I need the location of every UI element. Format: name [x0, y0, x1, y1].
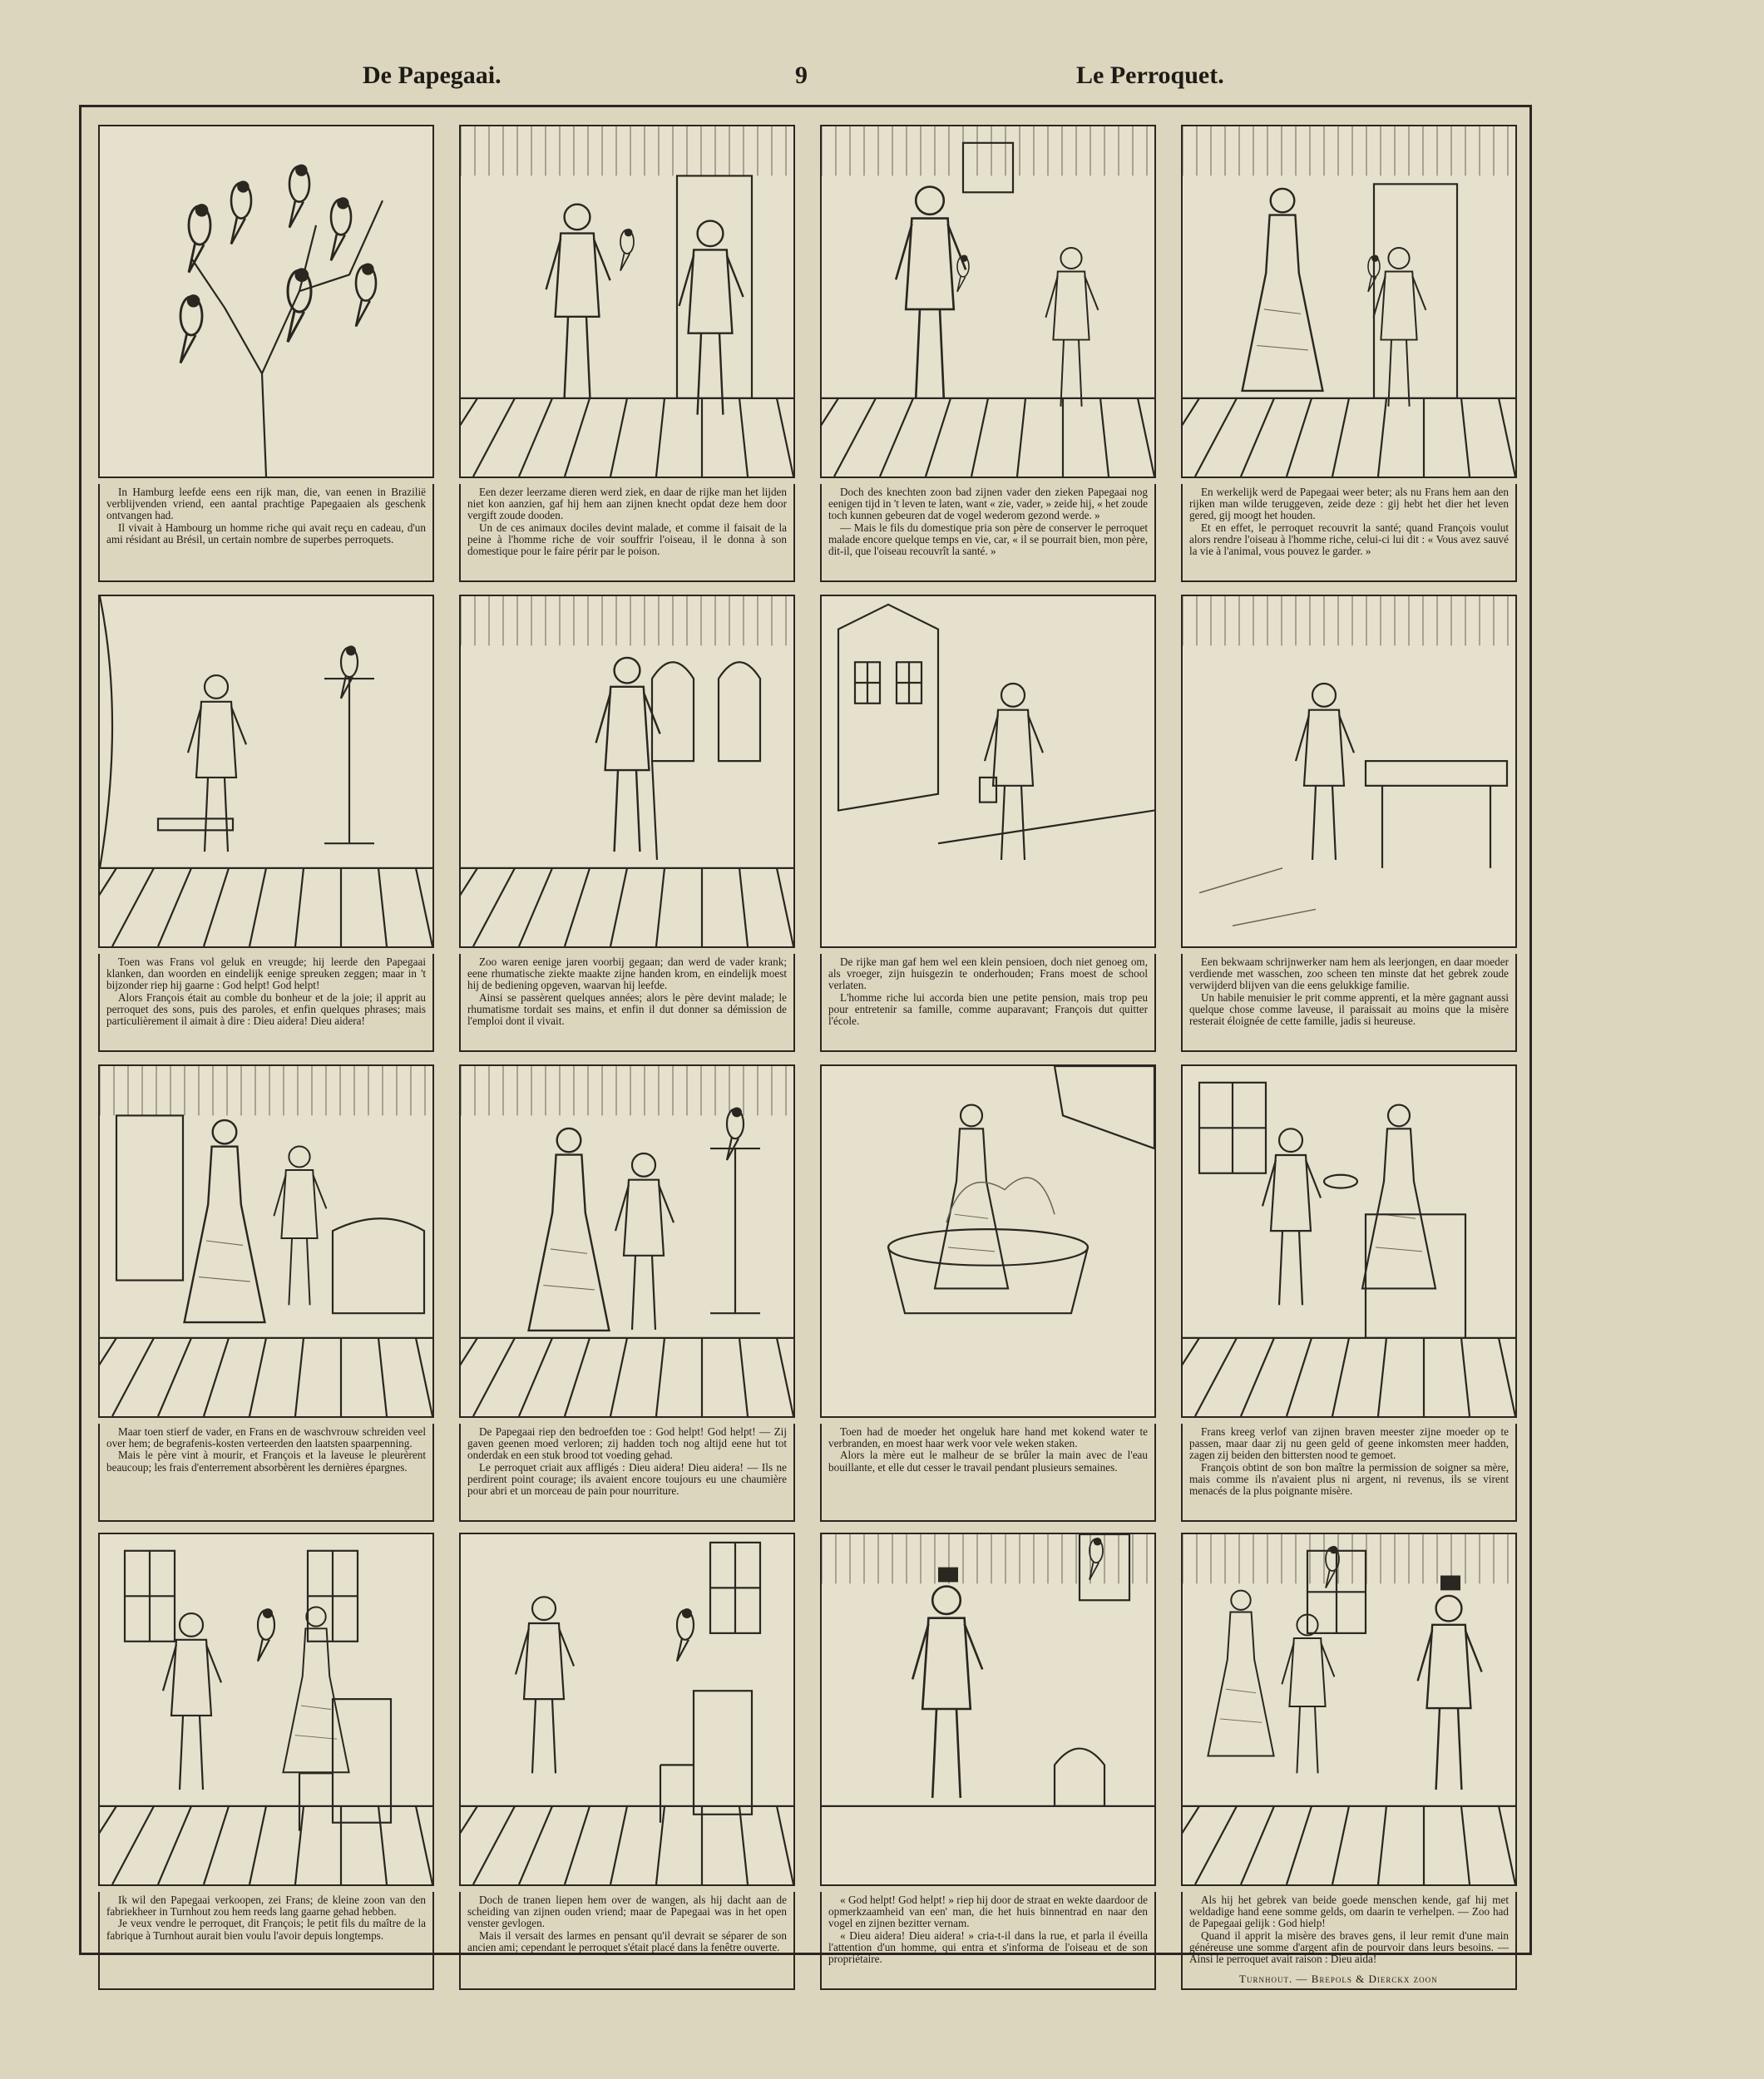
story-panel [459, 125, 795, 584]
caption-french: Le perroquet criait aux affligés : Dieu aidera! Dieu aidera! — Ils ne perdirent point courage; ils avaient encore toujours eu une chaumière pour abri et un morceau de pain pour nourriture. [467, 1460, 787, 1498]
story-panel [1181, 125, 1517, 584]
panel-caption [98, 954, 434, 1052]
story-panel [1181, 1533, 1517, 1992]
panel-caption [1181, 1424, 1517, 1522]
story-panel [459, 1533, 795, 1992]
caption-dutch: Een bekwaam schrijnwerker nam hem als leerjongen, en daar moeder verdiende met wasschen, zoo scheen ten minste dat het gebrek zoude verwijderd blijven van die eens gelukkige familie. [1189, 956, 1509, 992]
story-panel [98, 1064, 434, 1523]
caption-dutch: Een dezer leerzame dieren werd ziek, en daar de rijke man het lijden niet kon aanzien, gaf hij hem aan zijnen knecht opdat deze hem door vergift zoude dooden. [467, 486, 787, 522]
caption-dutch: En werkelijk werd de Papegaai weer beter; als nu Frans hem aan den rijken man wilde teruggeven, zeide deze : gij hebt het dier het leven gered, gij moogt het houden. [1189, 486, 1509, 522]
panel-caption [98, 1424, 434, 1522]
panel-engraving [1181, 125, 1517, 478]
caption-french: Ainsi se passèrent quelques années; alors le père devint malade; le rhumatisme tordait ses mains, et enfin il dut donner sa démission de l'emploi dont il vivait. [467, 990, 787, 1028]
panel-caption [98, 484, 434, 582]
panel-caption [459, 954, 795, 1052]
panel-engraving [820, 1064, 1156, 1418]
panel-engraving [1181, 1533, 1517, 1886]
caption-french: Je veux vendre le perroquet, dit François; le petit fils du maître de la fabrique à Turnhout aurait bien voulu l'avoir depuis longtemps. [106, 1917, 426, 1942]
caption-dutch: Frans kreeg verlof van zijnen braven meester zijne moeder op te passen, maar daar zij nu geen geld of geene inkomsten meer hadden, zagen zij beiden den bittersten nood te gemoet. [1189, 1425, 1509, 1462]
panel-engraving [98, 1533, 434, 1886]
caption-dutch: Ik wil den Papegaai verkoopen, zei Frans; de kleine zoon van den fabriekheer in Turnhout zou hem reeds lang gaarne gehad hebben. [106, 1894, 426, 1919]
panel-engraving [820, 1533, 1156, 1886]
panel-caption [1181, 954, 1517, 1052]
story-panel [1181, 595, 1517, 1054]
story-panel [459, 595, 795, 1054]
caption-french: Un de ces animaux dociles devint malade, et comme il faisait de la peine à l'homme riche de voir souffrir l'oiseau, il le donna à son domestique pour le faire périr par le poison. [467, 521, 787, 558]
panel-engraving [98, 595, 434, 948]
story-panel [98, 125, 434, 584]
page-number: 9 [795, 62, 808, 89]
caption-french: Quand il apprit la misère des braves gens, il leur remit d'une main généreuse une somme d'argent afin de pourvoir dans leurs besoins. — Ainsi le perroquet avait raison : Dieu aida! [1189, 1928, 1509, 1966]
caption-french: Mais il versait des larmes en pensant qu'il devrait se séparer de son ancien ami; cependant le perroquet s'était placé dans la fenêtre ouverte. [467, 1928, 787, 1953]
panel-engraving [1181, 1064, 1517, 1418]
story-panel [98, 1533, 434, 1992]
caption-french: « Dieu aidera! Dieu aidera! » cria-t-il dans la rue, et parla il éveilla l'attention d'un homme, qui entra et s'informa de l'oiseau et de son propriétaire. [828, 1928, 1148, 1966]
caption-dutch: Doch de tranen liepen hem over de wangen, als hij dacht aan de scheiding van zijnen ouden vriend; maar de Papegaai was in het open venster gevlogen. [467, 1894, 787, 1930]
story-panel [820, 595, 1156, 1054]
panel-caption [820, 484, 1156, 582]
story-panel [459, 1064, 795, 1523]
story-panel [820, 125, 1156, 584]
panel-caption [820, 954, 1156, 1052]
caption-dutch: Maar toen stierf de vader, en Frans en de waschvrouw schreiden veel over hem; de begrafenis-kosten verteerden den laatsten spaarpenning. [106, 1425, 426, 1450]
caption-french: François obtint de son bon maître la permission de soigner sa mère, mais comme ils n'avaient plus ni argent, ni revenus, ils se virent menacés de la plus poignante misère. [1189, 1460, 1509, 1498]
panel-engraving [459, 595, 795, 948]
panel-engraving [98, 125, 434, 478]
caption-french: Il vivait à Hambourg un homme riche qui avait reçu en cadeau, d'un ami résidant au Brésil, un certain nombre de superbes perroquets. [106, 521, 426, 546]
caption-dutch: « God helpt! God helpt! » riep hij door de straat en wekte daardoor de opmerkzaamheid van een' man, die het huis binnentrad en naar den vogel en zijnen bezitter vernam. [828, 1894, 1148, 1930]
story-panel [820, 1064, 1156, 1523]
caption-french: Mais le père vint à mourir, et François et la laveuse le pleurèrent beaucoup; les frais d'enterrement absorbèrent les dernières épargnes. [106, 1449, 426, 1474]
panel-engraving [820, 595, 1156, 948]
caption-dutch: Toen was Frans vol geluk en vreugde; hij leerde den Papegaai klanken, dan woorden en eindelijk eenige spreuken zeggen; maar in 't bijzonder riep hij gaarne : God helpt! God helpt! [106, 956, 426, 992]
caption-dutch: De rijke man gaf hem wel een klein pensioen, doch niet genoeg om, als vroeger, zijn huisgezin te onderhouden; Frans moest de school verlaten. [828, 956, 1148, 992]
panel-caption [459, 1892, 795, 1990]
caption-french: Un habile menuisier le prit comme apprenti, et la mère gagnant aussi quelque chose comme laveuse, il paraissait au moins que la misère resterait éloignée de cette famille, jadis si heureuse. [1189, 990, 1509, 1028]
panel-engraving [459, 1533, 795, 1886]
caption-french: Alors François était au comble du bonheur et de la joie; il apprit au perroquet des sons, puis des paroles, et enfin quelques phrases; mais particulièrement il aimait à dire : Dieu aidera! Dieu aidera! [106, 990, 426, 1028]
panel-caption [820, 1424, 1156, 1522]
story-panel [1181, 1064, 1517, 1523]
caption-dutch: Doch des knechten zoon bad zijnen vader den zieken Papegaai nog eenigen tijd in 't leven te laten, want « zie, vader, » zeide hij, « het zoude toch kunnen gebeuren dat de vogel wederom gezond werde. » [828, 486, 1148, 522]
panel-engraving [459, 1064, 795, 1418]
caption-french: Alors la mère eut le malheur de se brûler la main avec de l'eau bouillante, et elle dut cesser le travail pendant plusieurs semaines. [828, 1449, 1148, 1474]
panel-caption [820, 1892, 1156, 1990]
caption-french: L'homme riche lui accorda bien une petite pension, mais trop peu pour entretenir sa famille, comme auparavant; François dut quitter l'école. [828, 990, 1148, 1028]
panel-engraving [98, 1064, 434, 1418]
caption-dutch: De Papegaai riep den bedroefden toe : God helpt! God helpt! — Zij gaven geenen moed verloren; zij hadden toch nog altijd eene hut tot onderdak en een stuk brood tot voeding gehad. [467, 1425, 787, 1462]
panel-caption [459, 484, 795, 582]
printer-imprint: Turnhout. — Brepols & Dierckx zoon [1239, 1973, 1438, 1985]
title-french: Le Perroquet. [1076, 62, 1224, 89]
panel-engraving [459, 125, 795, 478]
panel-caption [459, 1424, 795, 1522]
caption-dutch: Toen had de moeder het ongeluk hare hand met kokend water te verbranden, en moest haar werk voor vele weken staken. [828, 1425, 1148, 1450]
story-panel [820, 1533, 1156, 1992]
title-dutch: De Papegaai. [363, 62, 502, 89]
caption-french: — Mais le fils du domestique pria son père de conserver le perroquet malade encore quelque temps en vie, car, « il se pourrait bien, mon père, dit-il, que l'oiseau recouvrît la santé. » [828, 521, 1148, 558]
panel-caption [1181, 484, 1517, 582]
caption-dutch: Zoo waren eenige jaren voorbij gegaan; dan werd de vader krank; eene rhumatische ziekte maakte zijne handen krom, en eindelijk moest hij de bediening opgeven, waarvan hij leefde. [467, 956, 787, 992]
caption-french: Et en effet, le perroquet recouvrit la santé; quand François voulut alors rendre l'oiseau à l'homme riche, celui-ci lui dit : « Vous avez sauvé la vie à l'animal, vous pouvez le garder. » [1189, 521, 1509, 558]
panel-engraving [1181, 595, 1517, 948]
panel-engraving [820, 125, 1156, 478]
caption-dutch: In Hamburg leefde eens een rijk man, die, van eenen in Brazilië verblijvenden vriend, een aantal prachtige Papegaaien als geschenk ontvangen had. [106, 486, 426, 522]
story-panel [98, 595, 434, 1054]
caption-dutch: Als hij het gebrek van beide goede menschen kende, gaf hij met weldadige hand eene somme gelds, om daarin te verhelpen. — Zoo had de Papegaai gelijk : God hielp! [1189, 1894, 1509, 1930]
panel-caption [98, 1892, 434, 1990]
